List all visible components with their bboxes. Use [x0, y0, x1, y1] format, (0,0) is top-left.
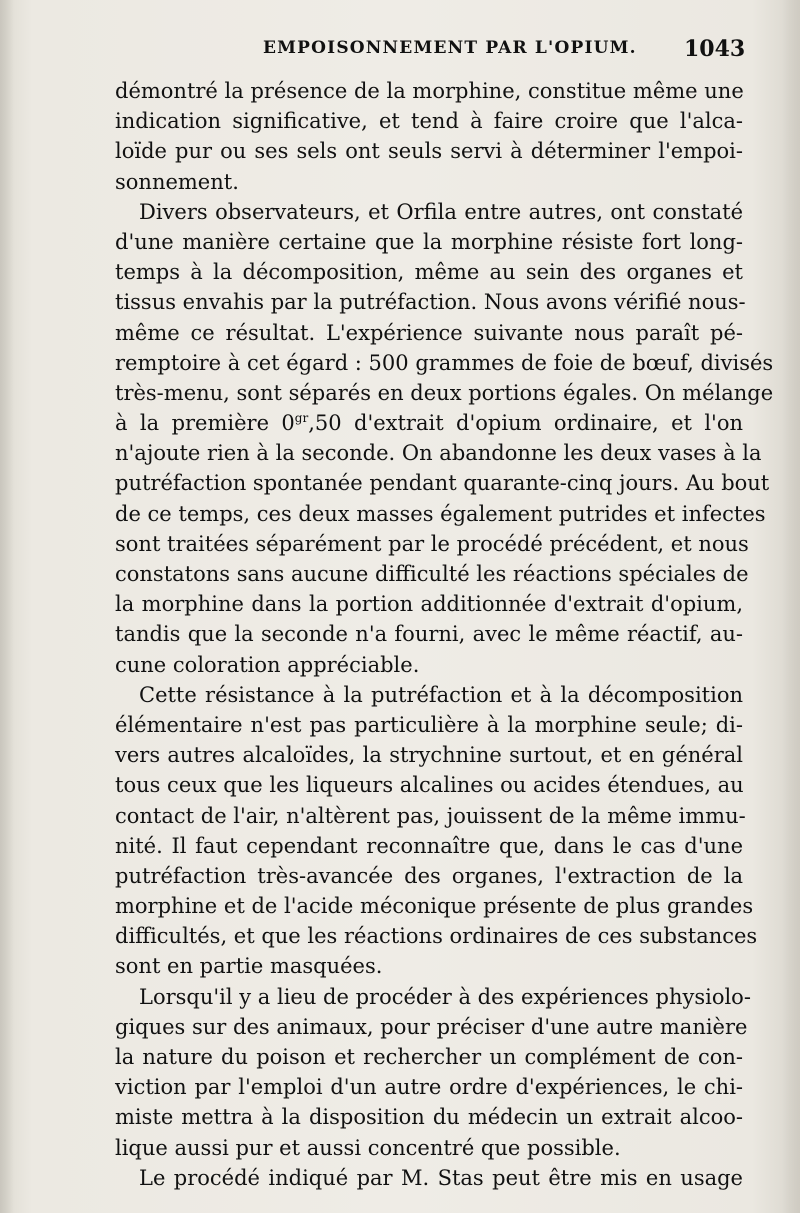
text-line: vers autres alcaloïdes, la strychnine surtout, et en général [115, 743, 743, 768]
text-line: tandis que la seconde n'a fourni, avec le même réactif, au- [115, 622, 743, 647]
text-line: élémentaire n'est pas particulière à la morphine seule; di- [115, 712, 743, 737]
text-line: contact de l'air, n'altèrent pas, jouissent de la même immu- [115, 803, 746, 828]
text-line: démontré la présence de la morphine, constitue même une [115, 79, 744, 103]
text-line: n'ajoute rien à la seconde. On abandonne les deux vases à la [115, 441, 762, 466]
text-line: remptoire à cet égard : 500 grammes de foie de bœuf, divisés [115, 350, 774, 375]
text-line: difficultés, et que les réactions ordinaires de ces substances [115, 924, 758, 949]
text-line: temps à la décomposition, même au sein des organes et [115, 260, 743, 285]
page-edge-shadow [782, 0, 800, 1213]
text-line: tissus envahis par la putréfaction. Nous avons vérifié nous- [115, 290, 746, 315]
text-line: viction par l'emploi d'un autre ordre d'expériences, le chi- [115, 1075, 743, 1100]
text-line: morphine et de l'acide méconique présente de plus grandes [115, 894, 754, 919]
text-line: d'une manière certaine que la morphine résiste fort long- [115, 229, 743, 254]
text-line: Le procédé indiqué par M. Stas peut être mis en usage [139, 1165, 743, 1190]
text-line: très-menu, sont séparés en deux portions égales. On mélange [115, 380, 774, 405]
text-line: lique aussi pur et aussi concentré que possible. [115, 1135, 621, 1160]
text-line: Divers observateurs, et Orfila entre autres, ont constaté [139, 199, 743, 224]
text-line: nité. Il faut cependant reconnaître que, dans le cas d'une [115, 833, 743, 858]
text-line: constatons sans aucune difficulté les réactions spéciales de [115, 562, 749, 586]
page-header [0, 38, 800, 68]
text-line: loïde pur ou ses sels ont seuls servi à déterminer l'empoi- [115, 139, 743, 164]
text-line: même ce résultat. L'expérience suivante nous paraît pé- [115, 320, 743, 345]
text-line: cune coloration appréciable. [115, 652, 420, 677]
text-line: Cette résistance à la putréfaction et à la décomposition [139, 682, 743, 707]
unit-superscript: gr [294, 411, 309, 426]
text-line: la morphine dans la portion additionnée d'extrait d'opium, [115, 592, 743, 617]
text-line: giques sur des animaux, pour préciser d'une autre manière [115, 1014, 748, 1039]
text-line: putréfaction spontanée pendant quarante-cinq jours. Au bout [115, 471, 770, 496]
text-line: sont en partie masquées. [115, 954, 383, 979]
page-gutter-shadow [0, 0, 14, 1213]
text-line: putréfaction très-avancée des organes, l'extraction de la [115, 863, 743, 888]
text-line: la nature du poison et rechercher un complément de con- [115, 1045, 743, 1069]
text-line: de ce temps, ces deux masses également putrides et infectes [115, 501, 766, 526]
body-text [115, 76, 774, 1193]
page-number: 1043 [684, 36, 746, 62]
text-line: miste mettra à la disposition du médecin un extrait alcoo- [115, 1105, 743, 1130]
text-line: tous ceux que les liqueurs alcalines ou acides étendues, au [115, 773, 744, 798]
running-title: EMPOISONNEMENT PAR L'OPIUM. [263, 38, 637, 58]
text-line: sont traitées séparément par le procédé précédent, et nous [115, 531, 749, 556]
text-line: sonnement. [115, 169, 239, 194]
text-line: Lorsqu'il y a lieu de procéder à des expériences physiolo- [139, 984, 751, 1009]
text-line: à la première $0^{gr},50$ d'extrait d'opium ordinaire, et l'on [115, 411, 744, 436]
text-line: indication significative, et tend à faire croire que l'alca- [115, 109, 743, 134]
